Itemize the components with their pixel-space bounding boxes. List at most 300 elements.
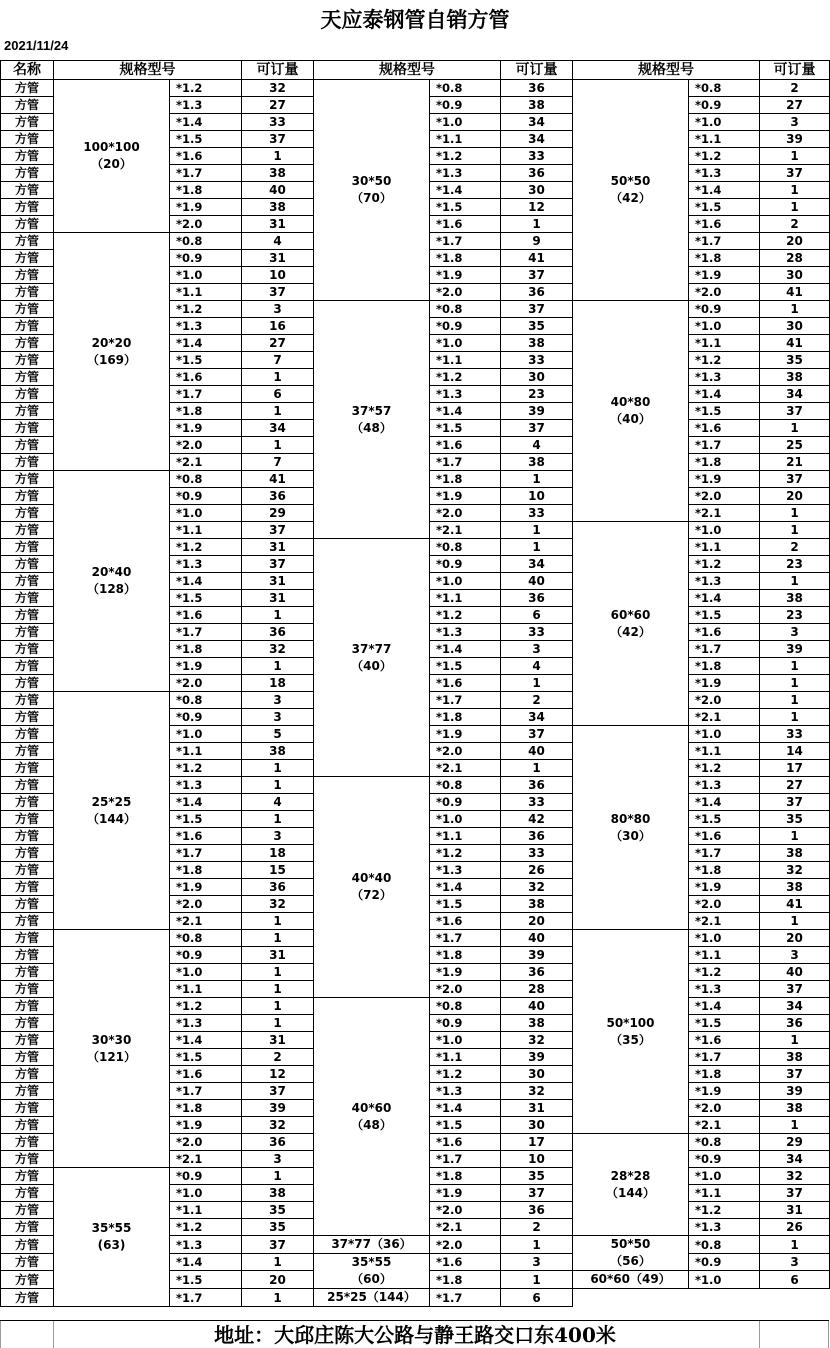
spec-thickness: *1.4 xyxy=(430,403,501,420)
spec-thickness: *1.6 xyxy=(170,828,242,845)
available-qty: 7 xyxy=(242,352,314,369)
available-qty: 29 xyxy=(242,505,314,522)
available-qty: 1 xyxy=(760,709,830,726)
item-name: 方管 xyxy=(1,1049,54,1066)
available-qty: 1 xyxy=(760,301,830,318)
item-name: 方管 xyxy=(1,471,54,488)
spec-thickness: *2.1 xyxy=(430,760,501,777)
available-qty: 33 xyxy=(501,845,573,862)
spec-thickness: *2.0 xyxy=(430,981,501,998)
item-name: 方管 xyxy=(1,1015,54,1032)
spec-thickness: *2.1 xyxy=(689,505,760,522)
spec-thickness: *1.0 xyxy=(689,930,760,947)
available-qty: 34 xyxy=(760,386,830,403)
available-qty: 1 xyxy=(760,420,830,437)
item-name: 方管 xyxy=(1,97,54,114)
available-qty: 37 xyxy=(242,1083,314,1100)
available-qty: 1 xyxy=(760,913,830,930)
spec-thickness: *1.5 xyxy=(430,658,501,675)
available-qty: 38 xyxy=(760,590,830,607)
spec-thickness: *2.0 xyxy=(430,743,501,760)
available-qty: 7 xyxy=(242,454,314,471)
spec-thickness: *1.0 xyxy=(430,114,501,131)
size-total: （48） xyxy=(351,1117,392,1132)
spec-thickness: *0.9 xyxy=(430,794,501,811)
size-label: 40*80 xyxy=(610,395,651,409)
spec-thickness: *1.6 xyxy=(689,420,760,437)
size-group xyxy=(573,80,689,301)
available-qty: 37 xyxy=(242,522,314,539)
available-qty: 37 xyxy=(501,267,573,284)
item-name: 方管 xyxy=(1,114,54,131)
size-label: 40*40 xyxy=(351,871,392,885)
spec-thickness: *1.0 xyxy=(689,726,760,743)
size-label: 50*50 xyxy=(610,174,651,188)
available-qty: 37 xyxy=(760,1185,830,1202)
spec-thickness: *1.1 xyxy=(430,1049,501,1066)
size-total: （169） xyxy=(86,352,137,367)
size-label: 80*80 xyxy=(610,811,651,826)
spec-thickness: *1.0 xyxy=(689,522,760,539)
available-qty: 30 xyxy=(501,182,573,199)
spec-thickness: *1.3 xyxy=(689,981,760,998)
available-qty: 1 xyxy=(242,998,314,1015)
available-qty: 40 xyxy=(501,743,573,760)
spec-thickness: *1.4 xyxy=(430,1100,501,1117)
size-total: （56） xyxy=(610,1254,651,1268)
spec-thickness: *1.0 xyxy=(430,811,501,828)
available-qty: 36 xyxy=(242,488,314,505)
spec-thickness: *0.9 xyxy=(430,1015,501,1032)
available-qty: 26 xyxy=(760,1219,830,1236)
available-qty: 38 xyxy=(501,1015,573,1032)
size-label: 25*25 xyxy=(91,794,132,809)
spec-thickness: *1.7 xyxy=(689,845,760,862)
available-qty: 40 xyxy=(501,930,573,947)
spec-thickness: *1.2 xyxy=(689,352,760,369)
spec-thickness: *1.8 xyxy=(689,250,760,267)
item-name: 方管 xyxy=(1,352,54,369)
available-qty: 36 xyxy=(501,964,573,981)
spec-thickness: *1.5 xyxy=(170,352,242,369)
available-qty: 41 xyxy=(760,284,830,301)
available-qty: 27 xyxy=(760,777,830,794)
available-qty: 1 xyxy=(242,811,314,828)
spec-thickness: *1.1 xyxy=(170,981,242,998)
spec-thickness: *1.8 xyxy=(689,454,760,471)
item-name: 方管 xyxy=(1,301,54,318)
available-qty: 36 xyxy=(242,624,314,641)
available-qty: 35 xyxy=(242,1202,314,1219)
spec-thickness: *1.7 xyxy=(430,692,501,709)
spec-thickness: *2.0 xyxy=(430,505,501,522)
available-qty: 36 xyxy=(501,590,573,607)
item-name: 方管 xyxy=(1,964,54,981)
available-qty: 1 xyxy=(501,760,573,777)
item-name: 方管 xyxy=(1,148,54,165)
size-group xyxy=(573,1271,689,1289)
spec-thickness: *0.9 xyxy=(170,250,242,267)
available-qty: 16 xyxy=(242,318,314,335)
header-row xyxy=(1,61,830,80)
size-total: （48） xyxy=(351,420,392,435)
spec-thickness: *1.7 xyxy=(430,930,501,947)
spec-thickness: *1.4 xyxy=(170,794,242,811)
available-qty: 10 xyxy=(501,1151,573,1168)
item-name: 方管 xyxy=(1,896,54,913)
spec-thickness: *1.4 xyxy=(170,1254,242,1271)
available-qty: 6 xyxy=(760,1271,830,1289)
spec-thickness: *0.9 xyxy=(170,709,242,726)
spec-thickness: *0.9 xyxy=(170,488,242,505)
spec-thickness: *1.9 xyxy=(689,675,760,692)
available-qty: 42 xyxy=(501,811,573,828)
size-label: 25*25（144） xyxy=(327,1290,416,1304)
spec-thickness: *1.0 xyxy=(430,573,501,590)
available-qty: 37 xyxy=(760,794,830,811)
available-qty: 37 xyxy=(242,556,314,573)
spec-thickness: *1.3 xyxy=(170,556,242,573)
item-name: 方管 xyxy=(1,1185,54,1202)
item-name: 方管 xyxy=(1,573,54,590)
spec-thickness: *1.3 xyxy=(689,165,760,182)
available-qty: 1 xyxy=(242,148,314,165)
spec-thickness: *0.8 xyxy=(689,80,760,97)
item-name: 方管 xyxy=(1,811,54,828)
spec-thickness: *1.8 xyxy=(689,1066,760,1083)
available-qty: 37 xyxy=(760,165,830,182)
available-qty: 3 xyxy=(760,1254,830,1271)
spec-thickness: *1.6 xyxy=(430,1134,501,1151)
available-qty: 10 xyxy=(501,488,573,505)
spec-thickness: *1.1 xyxy=(689,131,760,148)
spec-thickness: *1.2 xyxy=(170,301,242,318)
spec-thickness: *1.3 xyxy=(689,573,760,590)
spec-thickness: *1.1 xyxy=(170,522,242,539)
item-name: 方管 xyxy=(1,624,54,641)
available-qty: 33 xyxy=(242,114,314,131)
size-label: 100*100 xyxy=(83,140,140,154)
spec-thickness: *2.0 xyxy=(170,437,242,454)
spec-thickness: *0.9 xyxy=(170,1168,242,1185)
available-qty: 32 xyxy=(501,1083,573,1100)
spec-thickness: *0.9 xyxy=(689,97,760,114)
available-qty: 36 xyxy=(501,165,573,182)
available-qty: 37 xyxy=(242,284,314,301)
available-qty: 33 xyxy=(501,624,573,641)
available-qty: 1 xyxy=(242,930,314,947)
available-qty: 33 xyxy=(501,505,573,522)
size-total: （121） xyxy=(86,1049,137,1064)
sheet-address: 地址：大邱庄陈大公路与静王路交口东400米 xyxy=(214,1323,616,1347)
available-qty: 41 xyxy=(501,250,573,267)
item-name: 方管 xyxy=(1,1289,54,1307)
spec-thickness: *1.0 xyxy=(170,964,242,981)
spec-thickness: *1.6 xyxy=(689,1032,760,1049)
available-qty: 34 xyxy=(760,998,830,1015)
available-qty: 12 xyxy=(501,199,573,216)
available-qty: 31 xyxy=(242,1032,314,1049)
size-total: （30） xyxy=(610,828,651,843)
spec-thickness: *1.1 xyxy=(689,539,760,556)
available-qty: 4 xyxy=(501,658,573,675)
item-name: 方管 xyxy=(1,199,54,216)
item-name: 方管 xyxy=(1,998,54,1015)
header-spec: 规格型号 xyxy=(54,61,242,80)
size-group xyxy=(314,80,430,301)
size-total: （42） xyxy=(610,624,651,639)
available-qty: 31 xyxy=(242,947,314,964)
spec-thickness: *1.5 xyxy=(170,1049,242,1066)
available-qty: 23 xyxy=(501,386,573,403)
spec-thickness: *1.6 xyxy=(170,369,242,386)
spec-thickness: *1.2 xyxy=(689,1202,760,1219)
spec-thickness: *1.6 xyxy=(430,216,501,233)
size-group xyxy=(573,1236,689,1271)
available-qty: 37 xyxy=(501,726,573,743)
spec-thickness: *1.7 xyxy=(689,1049,760,1066)
available-qty: 25 xyxy=(760,437,830,454)
size-group xyxy=(314,539,430,777)
size-total: （70） xyxy=(351,191,392,205)
available-qty: 28 xyxy=(760,250,830,267)
available-qty: 40 xyxy=(242,182,314,199)
available-qty: 1 xyxy=(760,692,830,709)
spec-thickness: *1.6 xyxy=(430,913,501,930)
spec-thickness: *1.2 xyxy=(430,1066,501,1083)
available-qty: 32 xyxy=(501,1032,573,1049)
available-qty: 35 xyxy=(760,352,830,369)
size-group xyxy=(54,233,170,471)
available-qty: 38 xyxy=(760,845,830,862)
available-qty: 1 xyxy=(242,1254,314,1271)
spec-thickness: *1.7 xyxy=(170,1083,242,1100)
available-qty: 39 xyxy=(242,1100,314,1117)
available-qty: 1 xyxy=(760,658,830,675)
size-total: （72） xyxy=(351,888,392,902)
available-qty: 40 xyxy=(760,964,830,981)
item-name: 方管 xyxy=(1,607,54,624)
available-qty: 30 xyxy=(760,267,830,284)
available-qty: 31 xyxy=(760,1202,830,1219)
item-name: 方管 xyxy=(1,743,54,760)
available-qty: 37 xyxy=(501,301,573,318)
header-spec: 规格型号 xyxy=(314,61,501,80)
spec-thickness: *1.2 xyxy=(170,760,242,777)
item-name: 方管 xyxy=(1,675,54,692)
spec-thickness: *1.8 xyxy=(170,182,242,199)
spec-thickness: *1.9 xyxy=(170,420,242,437)
available-qty: 1 xyxy=(242,964,314,981)
item-name: 方管 xyxy=(1,403,54,420)
item-name: 方管 xyxy=(1,794,54,811)
item-name: 方管 xyxy=(1,641,54,658)
available-qty: 37 xyxy=(760,471,830,488)
spec-thickness: *1.7 xyxy=(170,1289,242,1307)
spec-thickness: *1.3 xyxy=(689,1219,760,1236)
available-qty: 32 xyxy=(760,1168,830,1185)
item-name: 方管 xyxy=(1,131,54,148)
available-qty: 37 xyxy=(760,1066,830,1083)
spec-thickness: *1.3 xyxy=(430,1083,501,1100)
available-qty: 35 xyxy=(501,318,573,335)
available-qty: 37 xyxy=(501,420,573,437)
item-name: 方管 xyxy=(1,454,54,471)
item-name: 方管 xyxy=(1,437,54,454)
available-qty: 1 xyxy=(242,913,314,930)
size-label: 35*55 xyxy=(351,1255,392,1269)
size-label: 37*57 xyxy=(351,403,392,418)
available-qty: 31 xyxy=(242,539,314,556)
available-qty: 2 xyxy=(760,539,830,556)
available-qty: 20 xyxy=(760,930,830,947)
spec-thickness: *1.2 xyxy=(689,148,760,165)
available-qty: 1 xyxy=(242,1289,314,1307)
spec-thickness: *1.7 xyxy=(689,437,760,454)
size-group xyxy=(573,726,689,930)
spec-thickness: *1.3 xyxy=(170,1015,242,1032)
available-qty: 37 xyxy=(760,403,830,420)
available-qty: 21 xyxy=(760,454,830,471)
spec-thickness: *2.0 xyxy=(170,216,242,233)
available-qty: 37 xyxy=(242,131,314,148)
spec-thickness: *1.9 xyxy=(170,658,242,675)
spec-thickness: *1.6 xyxy=(170,1066,242,1083)
spec-thickness: *1.8 xyxy=(430,709,501,726)
available-qty: 20 xyxy=(501,913,573,930)
item-name: 方管 xyxy=(1,80,54,97)
available-qty: 1 xyxy=(760,522,830,539)
available-qty: 41 xyxy=(760,896,830,913)
available-qty: 32 xyxy=(242,641,314,658)
size-label: 37*77（36） xyxy=(331,1237,412,1251)
item-name: 方管 xyxy=(1,522,54,539)
spec-thickness: *1.0 xyxy=(430,335,501,352)
spec-thickness: *1.3 xyxy=(170,1236,242,1254)
available-qty: 38 xyxy=(242,1185,314,1202)
item-name: 方管 xyxy=(1,930,54,947)
available-qty: 4 xyxy=(242,794,314,811)
available-qty: 2 xyxy=(760,80,830,97)
available-qty: 1 xyxy=(760,828,830,845)
available-qty: 40 xyxy=(501,573,573,590)
size-group xyxy=(573,522,689,726)
available-qty: 2 xyxy=(242,1049,314,1066)
available-qty: 28 xyxy=(501,981,573,998)
item-name: 方管 xyxy=(1,726,54,743)
available-qty: 5 xyxy=(242,726,314,743)
spec-thickness: *0.8 xyxy=(170,930,242,947)
spec-thickness: *1.9 xyxy=(170,199,242,216)
available-qty: 1 xyxy=(242,981,314,998)
spec-thickness: *1.0 xyxy=(430,1032,501,1049)
available-qty: 34 xyxy=(501,709,573,726)
spec-thickness: *2.0 xyxy=(170,1134,242,1151)
spec-thickness: *1.5 xyxy=(430,420,501,437)
spec-thickness: *2.1 xyxy=(689,709,760,726)
spec-thickness: *1.3 xyxy=(170,777,242,794)
spec-thickness: *1.8 xyxy=(430,1168,501,1185)
available-qty: 27 xyxy=(242,335,314,352)
available-qty: 18 xyxy=(242,675,314,692)
size-label: 30*30 xyxy=(91,1032,132,1047)
available-qty: 36 xyxy=(242,879,314,896)
available-qty: 35 xyxy=(501,1168,573,1185)
size-label: 50*50 xyxy=(610,1237,651,1251)
spec-thickness: *1.9 xyxy=(170,879,242,896)
spec-thickness: *1.5 xyxy=(170,1271,242,1289)
available-qty: 20 xyxy=(242,1271,314,1289)
spec-thickness: *1.4 xyxy=(170,1032,242,1049)
available-qty: 38 xyxy=(501,454,573,471)
available-qty: 41 xyxy=(760,335,830,352)
spec-thickness: *0.9 xyxy=(170,947,242,964)
spec-thickness: *1.5 xyxy=(430,1117,501,1134)
available-qty: 37 xyxy=(501,1185,573,1202)
spec-thickness: *1.5 xyxy=(430,199,501,216)
available-qty: 1 xyxy=(501,522,573,539)
item-name: 方管 xyxy=(1,777,54,794)
spec-thickness: *2.0 xyxy=(170,896,242,913)
spec-thickness: *1.2 xyxy=(689,556,760,573)
available-qty: 36 xyxy=(501,284,573,301)
spec-thickness: *1.1 xyxy=(430,590,501,607)
spec-thickness: *1.6 xyxy=(170,607,242,624)
item-name: 方管 xyxy=(1,1134,54,1151)
available-qty: 1 xyxy=(501,216,573,233)
spec-thickness: *1.5 xyxy=(689,1015,760,1032)
available-qty: 35 xyxy=(242,1219,314,1236)
spec-thickness: *0.8 xyxy=(689,1134,760,1151)
available-qty: 2 xyxy=(760,216,830,233)
spec-thickness: *1.8 xyxy=(430,1271,501,1289)
spec-thickness: *1.0 xyxy=(689,1271,760,1289)
available-qty: 2 xyxy=(501,692,573,709)
available-qty: 34 xyxy=(242,420,314,437)
spec-thickness: *1.9 xyxy=(689,267,760,284)
spec-thickness: *2.0 xyxy=(430,1236,501,1254)
size-label: 40*60 xyxy=(351,1100,392,1115)
item-name: 方管 xyxy=(1,913,54,930)
size-group xyxy=(54,930,170,1168)
available-qty: 30 xyxy=(501,1066,573,1083)
spec-thickness: *1.8 xyxy=(170,641,242,658)
available-qty: 33 xyxy=(501,352,573,369)
size-label: 60*60（49） xyxy=(590,1272,671,1286)
spec-thickness: *1.3 xyxy=(689,369,760,386)
spec-thickness: *2.1 xyxy=(170,913,242,930)
item-name: 方管 xyxy=(1,1083,54,1100)
spec-thickness: *0.9 xyxy=(689,1254,760,1271)
spec-thickness: *0.8 xyxy=(689,1236,760,1254)
available-qty: 23 xyxy=(760,607,830,624)
spec-thickness: *1.9 xyxy=(430,964,501,981)
available-qty: 17 xyxy=(760,760,830,777)
available-qty: 39 xyxy=(501,403,573,420)
available-qty: 31 xyxy=(242,590,314,607)
available-qty: 1 xyxy=(760,1117,830,1134)
spec-thickness: *2.0 xyxy=(689,284,760,301)
sheet-date: 2021/11/24 xyxy=(4,38,69,53)
spec-thickness: *1.6 xyxy=(689,828,760,845)
spec-thickness: *1.4 xyxy=(689,590,760,607)
available-qty: 3 xyxy=(242,828,314,845)
spec-thickness: *1.2 xyxy=(170,998,242,1015)
available-qty: 4 xyxy=(501,437,573,454)
spec-thickness: *1.4 xyxy=(170,114,242,131)
item-name: 方管 xyxy=(1,250,54,267)
available-qty: 38 xyxy=(501,97,573,114)
